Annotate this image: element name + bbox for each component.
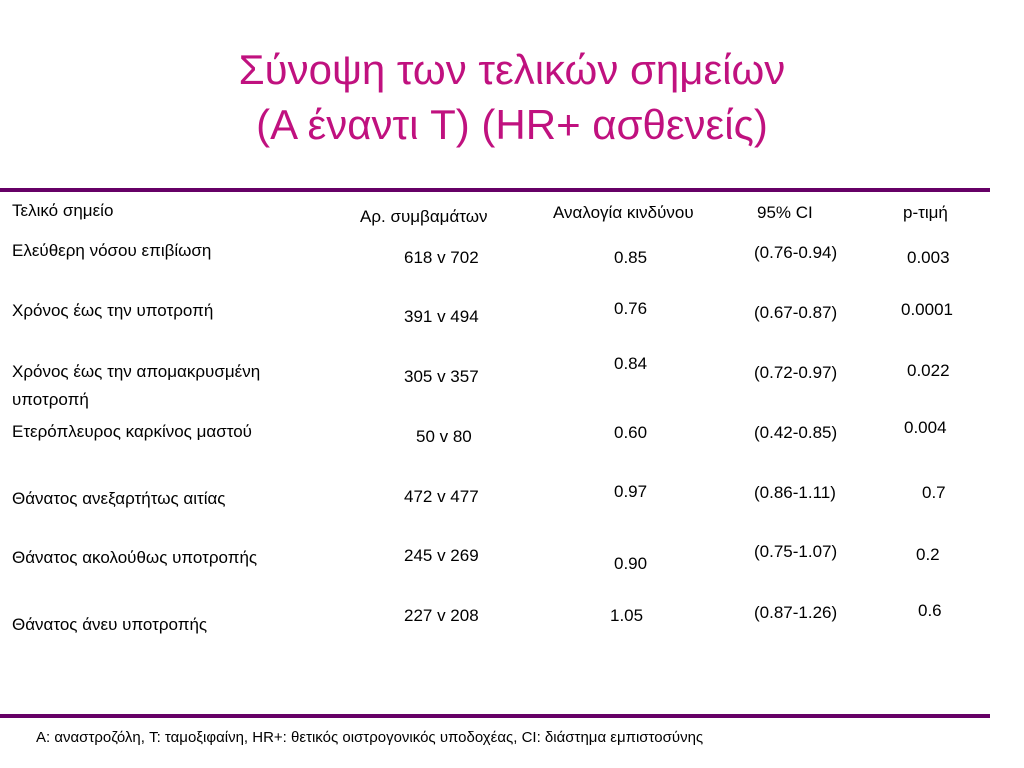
row-5-endpoint: Θάνατος ακολούθως υποτροπής [12,548,258,567]
row-2-hazard-ratio: 0.84 [614,354,648,373]
slide-title-line-1: Σύνοψη των τελικών σημείων [238,46,786,93]
row-2-p-value: 0.022 [907,361,950,380]
row-6-hazard-ratio: 1.05 [610,606,644,625]
row-3-ci: (0.42-0.85) [754,423,838,442]
table-top-rule [0,188,990,192]
row-3-p-value: 0.004 [904,418,947,437]
row-3-endpoint: Ετερόπλευρος καρκίνος μαστού [12,422,252,441]
header-ci: 95% CI [757,203,813,222]
row-1-endpoint: Χρόνος έως την υποτροπή [12,301,214,320]
row-0-p-value: 0.003 [907,248,950,267]
row-2-events: 305 v 357 [404,367,479,386]
row-0-ci: (0.76-0.94) [754,243,838,262]
header-p-value: p-τιμή [903,203,948,222]
row-1-p-value: 0.0001 [901,300,953,319]
row-2-ci: (0.72-0.97) [754,363,838,382]
row-0-hazard-ratio: 0.85 [614,248,648,267]
row-4-endpoint: Θάνατος ανεξαρτήτως αιτίας [12,489,226,508]
row-6-ci: (0.87-1.26) [754,603,838,622]
row-4-events: 472 v 477 [404,487,479,506]
row-0-events: 618 v 702 [404,248,479,267]
row-3-hazard-ratio: 0.60 [614,423,648,442]
row-4-hazard-ratio: 0.97 [614,482,648,501]
row-6-endpoint: Θάνατος άνευ υποτροπής [12,615,208,634]
row-6-events: 227 v 208 [404,606,479,625]
table-bottom-rule [0,714,990,718]
row-5-p-value: 0.2 [916,545,940,564]
row-6-p-value: 0.6 [918,601,942,620]
row-5-hazard-ratio: 0.90 [614,554,648,573]
footnote: A: αναστροζόλη, T: ταμοξιφαίνη, HR+: θετικός οιστρογονικός υποδοχέας, CI: διάστημα εμπιστοσύνης [36,729,704,746]
row-4-p-value: 0.7 [922,483,946,502]
row-1-ci: (0.67-0.87) [754,303,838,322]
row-4-ci: (0.86-1.11) [754,483,836,502]
header-endpoint: Τελικό σημείο [12,201,114,220]
slide-title [0,42,1024,152]
row-2-endpoint-line-2: υποτροπή [12,390,89,409]
row-2-endpoint: Χρόνος έως την απομακρυσμένη [12,362,261,381]
row-1-events: 391 v 494 [404,307,479,326]
row-5-ci: (0.75-1.07) [754,542,838,561]
row-5-events: 245 v 269 [404,546,479,565]
row-1-hazard-ratio: 0.76 [614,299,648,318]
row-3-events: 50 v 80 [416,427,472,446]
header-events: Αρ. συμβαμάτων [360,207,488,226]
header-hazard-ratio: Αναλογία κινδύνου [553,203,694,222]
slide-title-line-2: (A έναντι T) (HR+ ασθενείς) [256,101,768,148]
row-0-endpoint: Ελεύθερη νόσου επιβίωση [12,241,212,260]
